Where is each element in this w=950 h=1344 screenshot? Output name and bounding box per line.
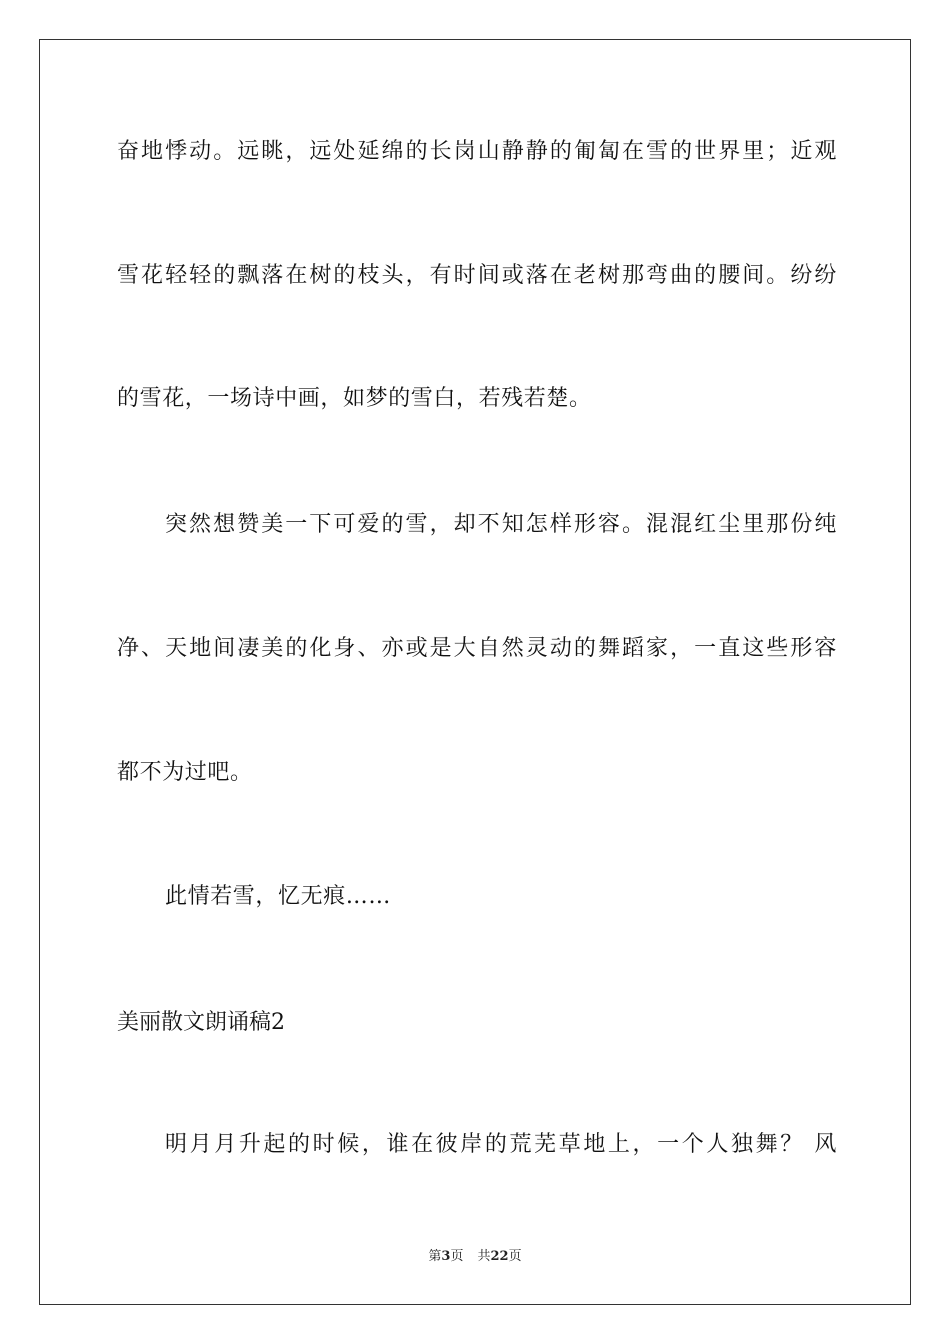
body-line-5: 净、天地间凄美的化身、亦或是大自然灵动的舞蹈家，一直这些形容 xyxy=(117,636,837,661)
body-line-7: 此情若雪，忆无痕…… xyxy=(165,884,392,909)
body-line-3: 的雪花，一场诗中画，如梦的雪白，若残若楚。 xyxy=(117,386,592,411)
footer-total-unit: 页 xyxy=(508,1249,522,1264)
page-footer xyxy=(0,1248,950,1266)
body-line-4: 突然想赞美一下可爱的雪，却不知怎样形容。混混红尘里那份纯 xyxy=(165,512,837,537)
footer-total-prefix: 共 xyxy=(477,1249,491,1264)
body-line-6: 都不为过吧。 xyxy=(117,760,253,785)
footer-page-current: 3 xyxy=(441,1249,451,1264)
body-line-1: 奋地悸动。远眺，远处延绵的长岗山静静的匍匐在雪的世界里；近观 xyxy=(117,139,837,164)
section-heading: 美丽散文朗诵稿2 xyxy=(117,1010,285,1035)
footer-page-total: 22 xyxy=(490,1249,509,1264)
body-line-2: 雪花轻轻的飘落在树的枝头，有时间或落在老树那弯曲的腰间。纷纷 xyxy=(117,263,837,288)
footer-page-unit: 页 xyxy=(450,1249,464,1264)
footer-page-prefix: 第 xyxy=(428,1249,442,1264)
body-line-9: 明月月升起的时候，谁在彼岸的荒芜草地上，一个人独舞？ 风 xyxy=(165,1132,837,1157)
page-border xyxy=(39,39,911,1305)
